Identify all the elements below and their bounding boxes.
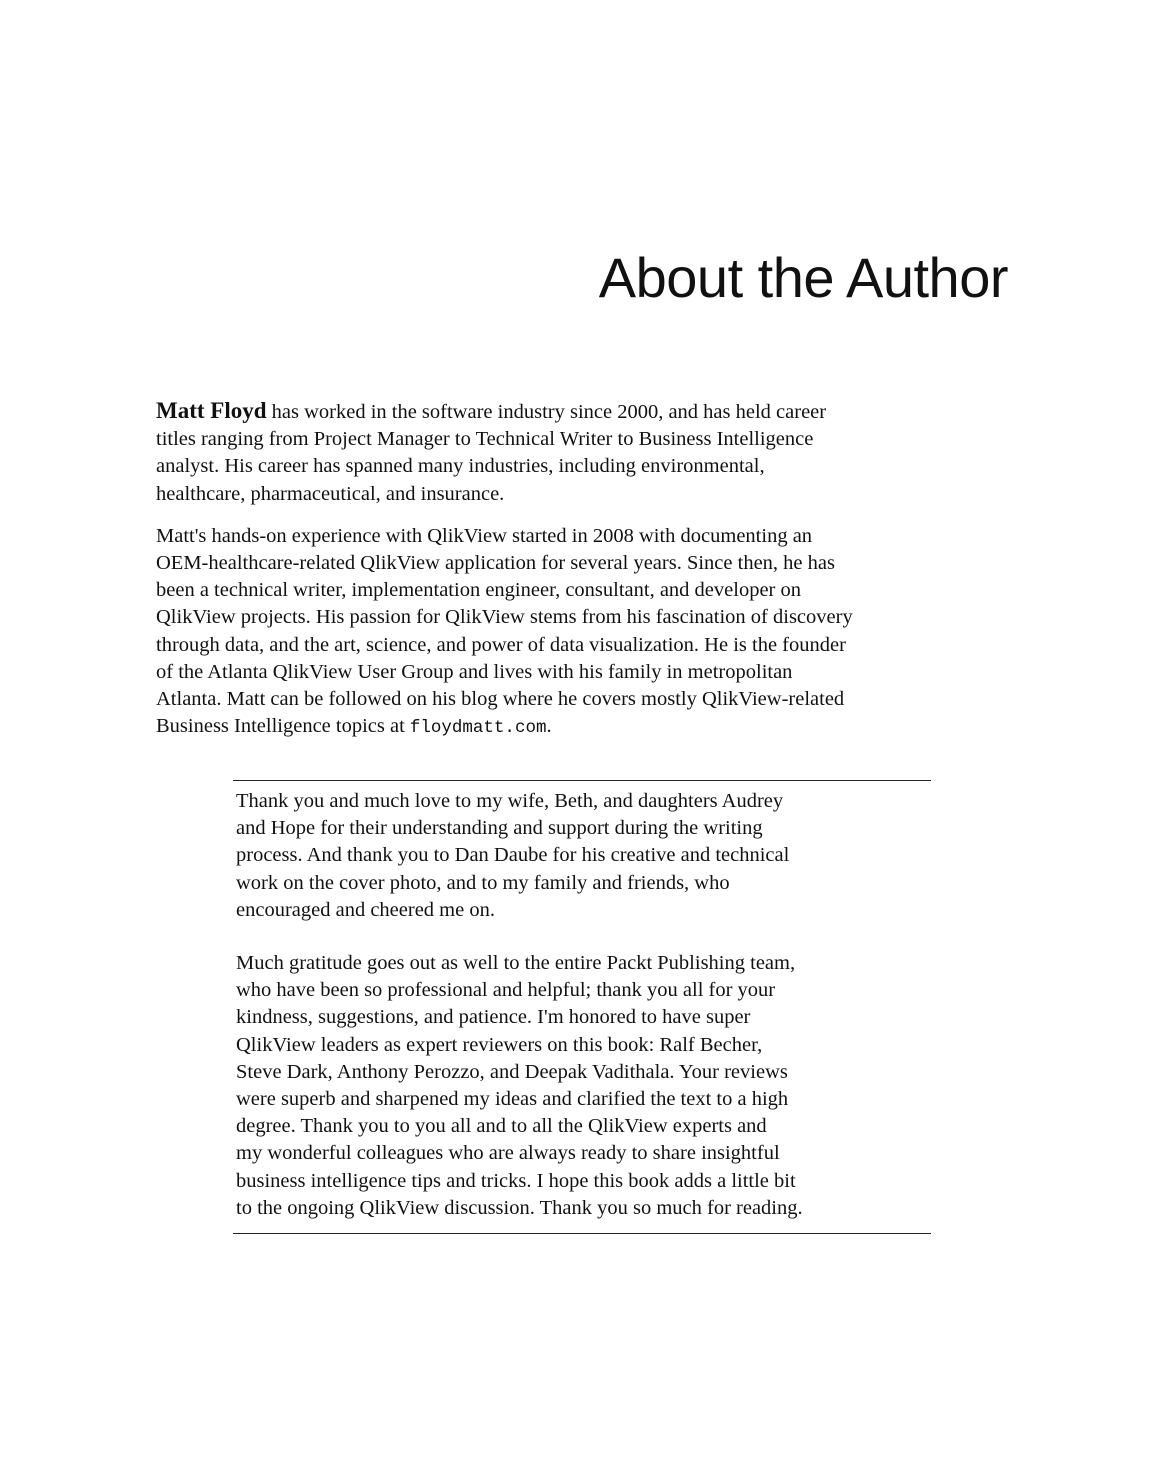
ack-line: were superb and sharpened my ideas and clarified the text to a high <box>236 1088 789 1111</box>
bio-line: Atlanta. Matt can be followed on his blog where he covers mostly QlikView-related <box>156 688 845 711</box>
ack-line: QlikView leaders as expert reviewers on this book: Ralf Becher, <box>236 1033 763 1056</box>
ack-line: business intelligence tips and tricks. I hope this book adds a little bit <box>236 1169 796 1192</box>
ack-line: Much gratitude goes out as well to the entire Packt Publishing team, <box>236 952 796 975</box>
author-name: Matt Floyd <box>156 398 267 423</box>
acknowledgments-paragraph-2 <box>236 950 936 1222</box>
ack-line: process. And thank you to Dan Daube for his creative and technical <box>236 844 790 867</box>
ack-line: work on the cover photo, and to my family and friends, who <box>236 871 730 894</box>
ack-line: encouraged and cheered me on. <box>236 898 495 921</box>
ack-line: who have been so professional and helpful; thank you all for your <box>236 979 776 1002</box>
ack-line: Thank you and much love to my wife, Beth, and daughters Audrey <box>236 790 784 812</box>
bio-line: healthcare, pharmaceutical, and insurance. <box>156 482 505 505</box>
bio-line: OEM-healthcare-related QlikView application for several years. Since then, he has <box>156 552 835 575</box>
bio-line: analyst. His career has spanned many industries, including environmental, <box>156 455 765 478</box>
page-title: About the Author <box>598 246 1008 309</box>
author-bio <box>156 397 1016 742</box>
ack-line: and Hope for their understanding and support during the writing <box>236 817 763 840</box>
acknowledgments-box <box>236 788 936 1222</box>
acknowledgments-top-rule <box>233 780 931 781</box>
bio-line: has worked in the software industry since 2000, and has held career <box>266 401 827 423</box>
ack-line: degree. Thank you to you all and to all the QlikView experts and <box>236 1115 767 1138</box>
bio-line: been a technical writer, implementation engineer, consultant, and developer on <box>156 579 801 602</box>
ack-line: my wonderful colleagues who are always ready to share insightful <box>236 1142 780 1165</box>
ack-line: to the ongoing QlikView discussion. Thank you so much for reading. <box>236 1196 803 1219</box>
bio-line: titles ranging from Project Manager to Technical Writer to Business Intelligence <box>156 428 814 451</box>
bio-line: Matt's hands-on experience with QlikView started in 2008 with documenting an <box>156 524 813 547</box>
blog-url[interactable]: floydmatt.com <box>409 718 547 739</box>
bio-line: of the Atlanta QlikView User Group and lives with his family in metropolitan <box>156 660 793 683</box>
bio-line: Business Intelligence topics at floydmatt.com. <box>156 715 552 739</box>
acknowledgments-bottom-rule <box>233 1233 931 1234</box>
bio-paragraph-1 <box>156 397 1016 508</box>
bio-paragraph-2 <box>156 523 1016 743</box>
bio-line: QlikView projects. His passion for QlikView stems from his fascination of discovery <box>156 606 853 629</box>
ack-line: kindness, suggestions, and patience. I'm honored to have super <box>236 1006 751 1029</box>
bio-line: through data, and the art, science, and power of data visualization. He is the founder <box>156 633 846 656</box>
acknowledgments-paragraph-1 <box>236 788 936 924</box>
ack-line: Steve Dark, Anthony Perozzo, and Deepak Vadithala. Your reviews <box>236 1060 788 1083</box>
